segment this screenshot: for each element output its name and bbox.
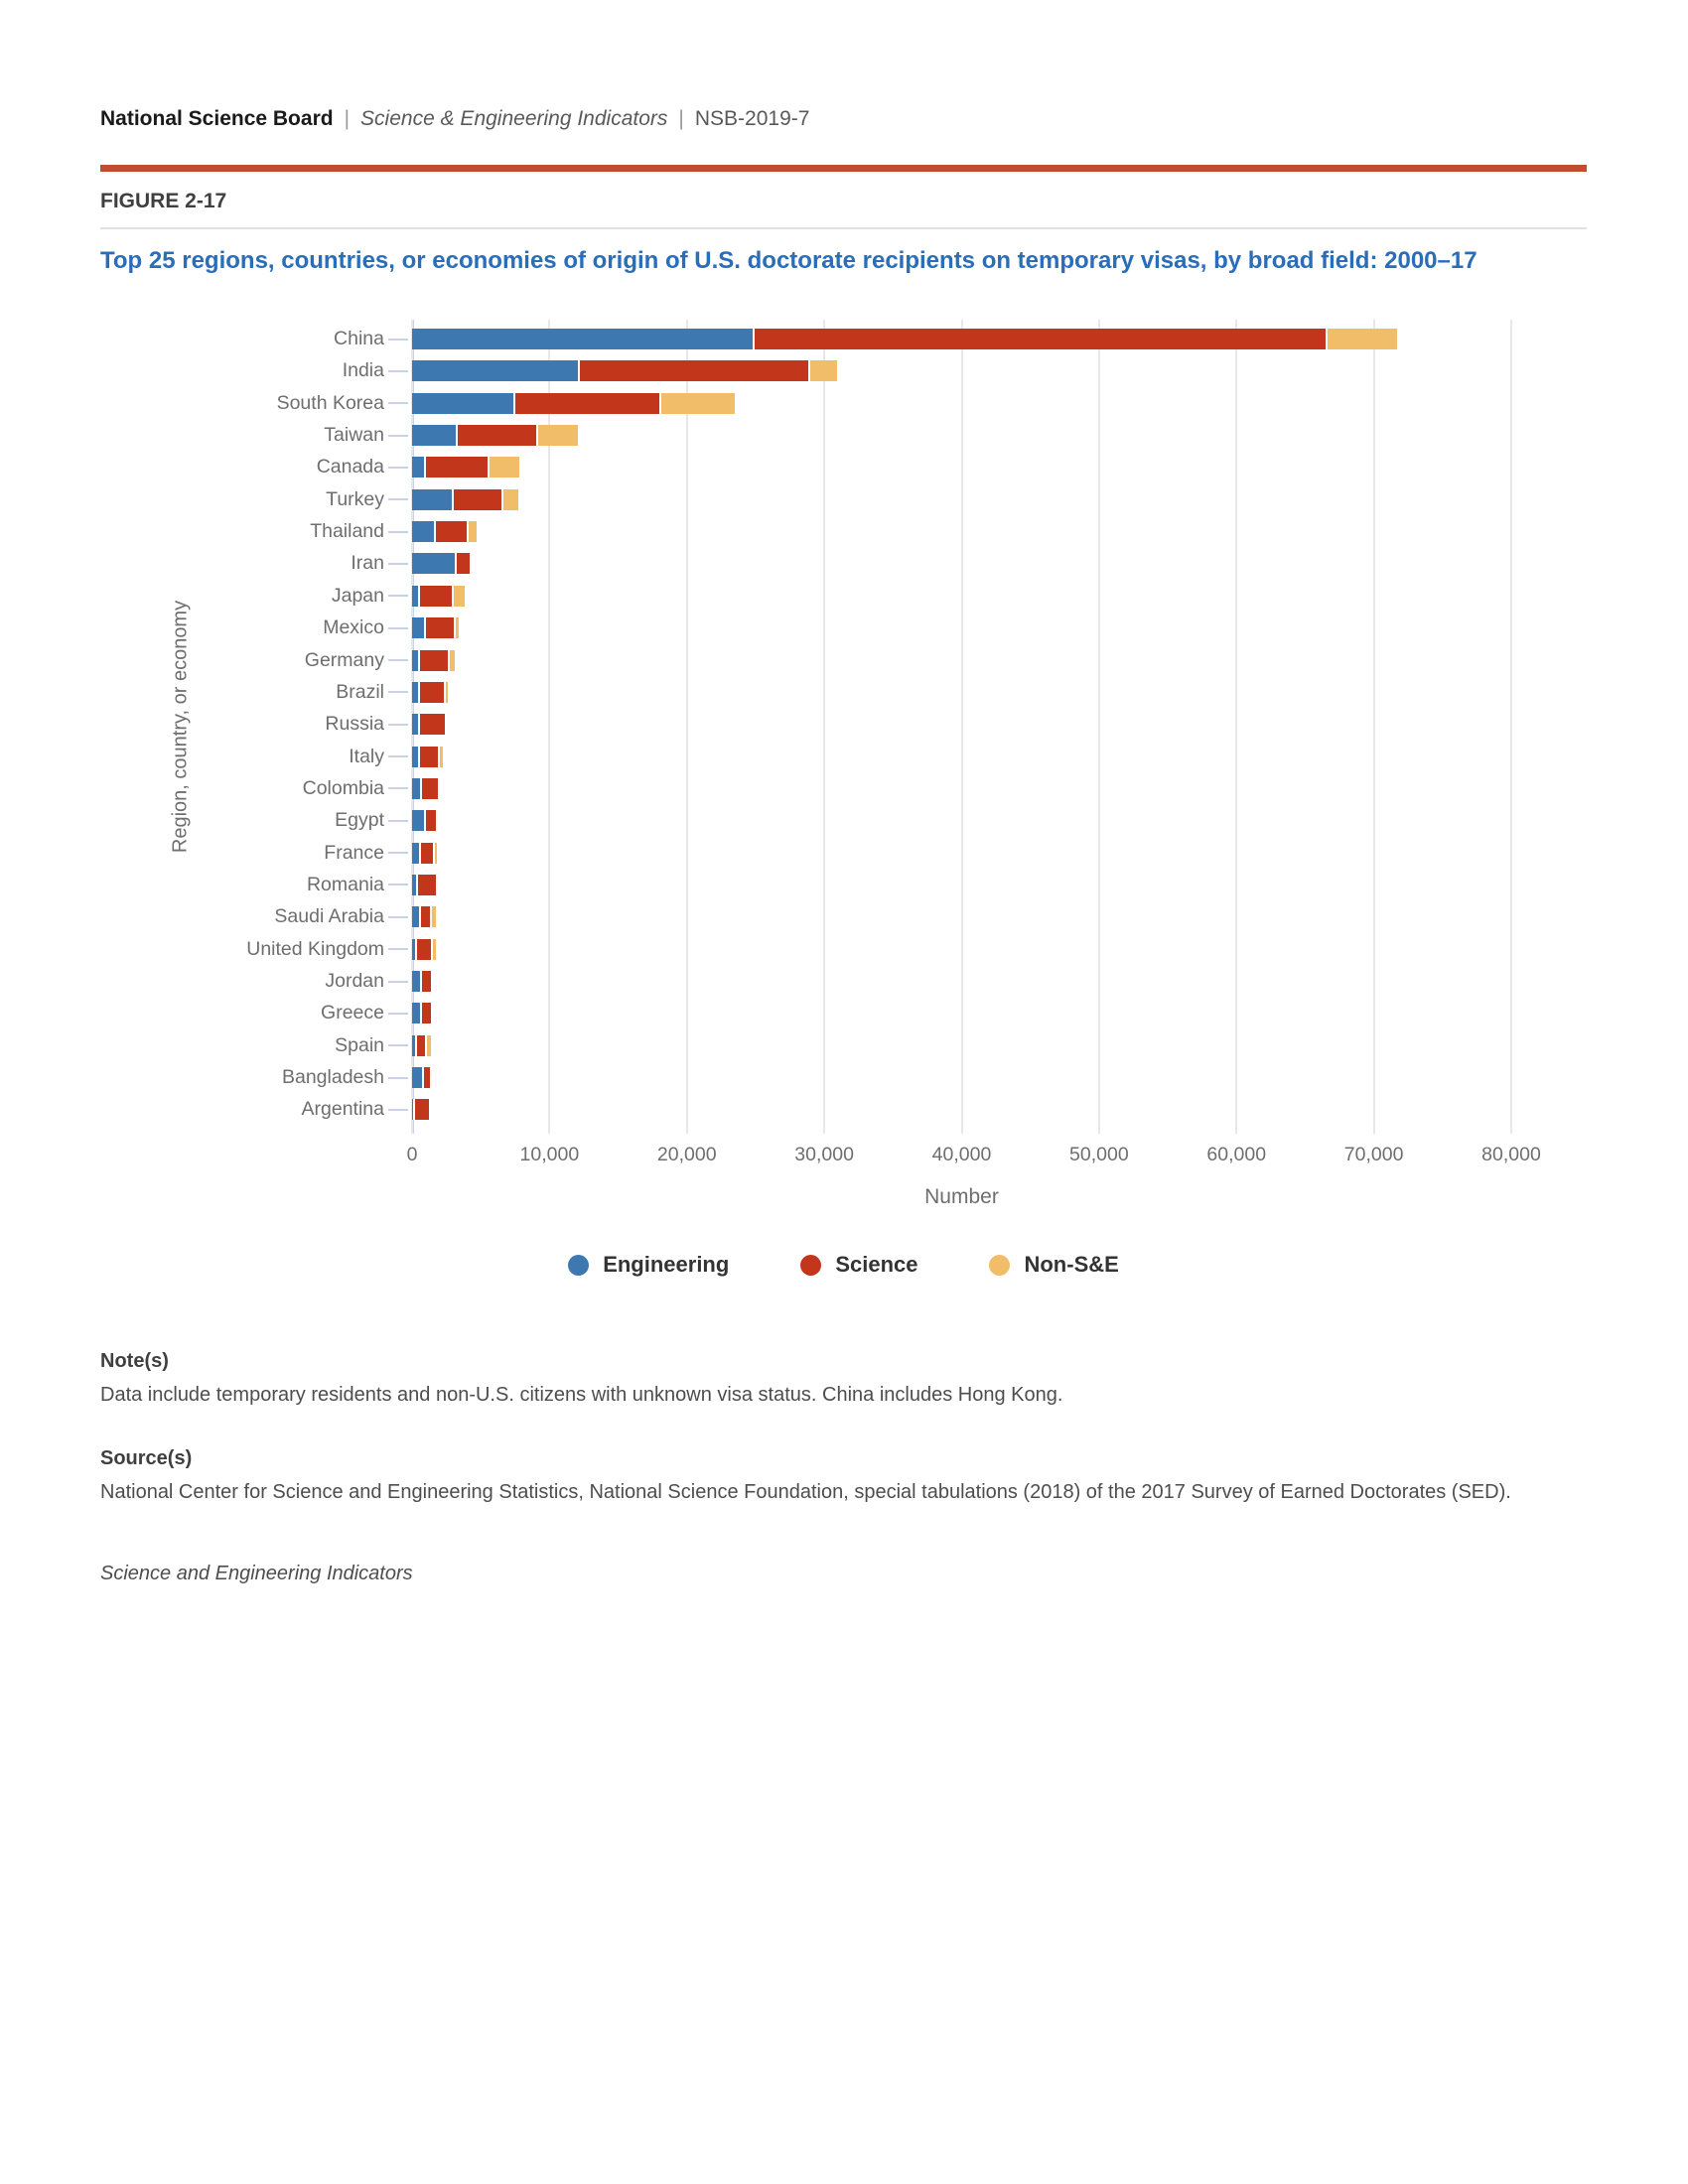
non-s-e-bar-segment bbox=[659, 393, 735, 414]
chart-row bbox=[100, 1029, 1589, 1062]
science-bar-segment bbox=[420, 1003, 431, 1024]
science-bar-segment bbox=[418, 747, 438, 767]
stacked-bar bbox=[412, 682, 448, 703]
header-separator: | bbox=[678, 107, 684, 130]
country-label: Iran bbox=[351, 552, 384, 575]
science-bar-segment bbox=[418, 682, 444, 703]
chart-row bbox=[100, 419, 1589, 452]
figure-label: FIGURE 2-17 bbox=[100, 190, 227, 212]
chart-row bbox=[100, 1093, 1589, 1126]
sources-publication: Science and Engineering Indicators bbox=[100, 1563, 413, 1584]
stacked-bar bbox=[412, 939, 436, 960]
tick-dash bbox=[388, 916, 408, 918]
country-label: Bangladesh bbox=[281, 1066, 384, 1089]
chart-row bbox=[100, 804, 1589, 837]
legend-item bbox=[568, 1252, 729, 1278]
stacked-bar bbox=[412, 586, 465, 607]
stacked-bar bbox=[412, 778, 440, 799]
science-bar-segment bbox=[419, 906, 430, 927]
science-legend-dot bbox=[800, 1255, 821, 1276]
science-bar-segment bbox=[424, 457, 488, 478]
engineering-bar-segment bbox=[412, 457, 424, 478]
chart-row bbox=[100, 323, 1589, 355]
x-axis-title: Number bbox=[924, 1185, 999, 1208]
non-s-e-bar-segment bbox=[467, 521, 477, 542]
x-tick-label: 20,000 bbox=[656, 1144, 717, 1165]
chart-row bbox=[100, 965, 1589, 998]
country-label: Turkey bbox=[326, 487, 384, 510]
tick-dash bbox=[388, 1013, 408, 1015]
tick-dash bbox=[388, 981, 408, 983]
tick-dash bbox=[388, 948, 408, 950]
stacked-bar bbox=[412, 521, 477, 542]
chart-row bbox=[100, 708, 1589, 741]
country-label: Russia bbox=[325, 713, 384, 736]
engineering-bar-segment bbox=[412, 489, 452, 510]
chart-row bbox=[100, 1061, 1589, 1094]
engineering-bar-segment bbox=[412, 425, 456, 446]
engineering-bar-segment bbox=[412, 1003, 420, 1024]
non-s-e-bar-segment bbox=[444, 682, 448, 703]
stacked-bar bbox=[412, 425, 578, 446]
engineering-bar-segment bbox=[412, 360, 578, 381]
notes-heading: Note(s) bbox=[100, 1350, 169, 1372]
country-label: Jordan bbox=[325, 970, 384, 992]
non-s-e-bar-segment bbox=[536, 425, 578, 446]
stacked-bar bbox=[412, 971, 431, 992]
country-label: Brazil bbox=[336, 680, 384, 703]
country-label: Taiwan bbox=[324, 424, 384, 447]
publication-title: Science & Engineering Indicators bbox=[360, 107, 668, 130]
legend-label: Engineering bbox=[603, 1252, 730, 1277]
tick-dash bbox=[388, 755, 408, 757]
tick-dash bbox=[388, 724, 408, 726]
tick-dash bbox=[388, 531, 408, 533]
engineering-bar-segment bbox=[412, 778, 420, 799]
non-s-e-bar-segment bbox=[425, 1035, 431, 1056]
notes-text: Data include temporary residents and non-U.S. citizens with unknown visa status. China includes Hong Kong. bbox=[100, 1384, 1063, 1406]
country-label: Germany bbox=[304, 648, 384, 671]
non-s-e-bar-segment bbox=[454, 617, 459, 638]
legend-label: Non-S&E bbox=[1024, 1252, 1119, 1277]
legend-item bbox=[800, 1252, 917, 1278]
tick-dash bbox=[388, 435, 408, 437]
tick-dash bbox=[388, 884, 408, 886]
science-bar-segment bbox=[416, 875, 436, 895]
engineering-bar-segment bbox=[412, 393, 513, 414]
engineering-bar-segment bbox=[412, 617, 424, 638]
chart-row bbox=[100, 451, 1589, 483]
chart-row bbox=[100, 997, 1589, 1029]
stacked-bar bbox=[412, 457, 519, 478]
tick-dash bbox=[388, 467, 408, 469]
x-tick-label: 30,000 bbox=[794, 1144, 854, 1165]
legend-label: Science bbox=[835, 1252, 918, 1277]
stacked-bar bbox=[412, 875, 438, 895]
stacked-bar bbox=[412, 1067, 430, 1088]
engineering-bar-segment bbox=[412, 810, 424, 831]
country-label: China bbox=[334, 328, 384, 349]
x-tick-label: 70,000 bbox=[1343, 1144, 1404, 1165]
stacked-bar bbox=[412, 489, 518, 510]
stacked-bar bbox=[412, 329, 1397, 349]
country-label: South Korea bbox=[276, 391, 384, 414]
stacked-bar bbox=[412, 1003, 431, 1024]
country-label: Colombia bbox=[302, 776, 384, 799]
non-s-e-bar-segment bbox=[448, 650, 455, 671]
red-rule bbox=[100, 165, 1587, 172]
chart-row bbox=[100, 676, 1589, 709]
stacked-bar bbox=[412, 843, 437, 864]
science-bar-segment bbox=[456, 425, 536, 446]
non-s-e-bar-segment bbox=[808, 360, 837, 381]
stacked-bar bbox=[412, 360, 837, 381]
stacked-bar bbox=[412, 650, 455, 671]
chart-title: Top 25 regions, countries, or economies of origin of U.S. doctorate recipients on temporary visas, by broad field: 2000–17 bbox=[100, 247, 1477, 274]
engineering-legend-dot bbox=[568, 1255, 589, 1276]
country-label: India bbox=[342, 359, 384, 382]
non-s-e-bar-segment bbox=[431, 939, 436, 960]
chart-row bbox=[100, 837, 1589, 870]
chart-row bbox=[100, 354, 1589, 387]
sources-text: National Center for Science and Engineering Statistics, National Science Foundation, special tabulations (2018) of the 2017 Survey of Earned Doctorates (SED). bbox=[100, 1481, 1511, 1503]
tick-dash bbox=[388, 370, 408, 372]
non-s-e-bar-segment bbox=[501, 489, 518, 510]
chart-row bbox=[100, 612, 1589, 644]
tick-dash bbox=[388, 852, 408, 854]
stacked-bar bbox=[412, 553, 472, 574]
science-bar-segment bbox=[420, 778, 438, 799]
tick-dash bbox=[388, 820, 408, 822]
science-bar-segment bbox=[424, 617, 454, 638]
engineering-bar-segment bbox=[412, 553, 455, 574]
figure-divider bbox=[100, 227, 1587, 229]
engineering-bar-segment bbox=[412, 906, 419, 927]
science-bar-segment bbox=[418, 650, 448, 671]
non-s-e-bar-segment bbox=[470, 553, 472, 574]
chart-row bbox=[100, 387, 1589, 420]
country-label: Egypt bbox=[335, 809, 384, 832]
science-bar-segment bbox=[424, 810, 436, 831]
engineering-bar-segment bbox=[412, 843, 419, 864]
x-axis bbox=[406, 1144, 1541, 1169]
x-tick-label: 60,000 bbox=[1206, 1144, 1267, 1165]
country-label: Argentina bbox=[301, 1098, 384, 1121]
non-s-e-legend-dot bbox=[989, 1255, 1010, 1276]
science-bar-segment bbox=[455, 553, 470, 574]
science-bar-segment bbox=[418, 586, 452, 607]
chart-row bbox=[100, 644, 1589, 677]
tick-dash bbox=[388, 1109, 408, 1111]
country-label: Canada bbox=[316, 456, 384, 478]
non-s-e-bar-segment bbox=[445, 714, 447, 735]
chart bbox=[100, 320, 1589, 1134]
x-tick-label: 10,000 bbox=[519, 1144, 580, 1165]
report-id: NSB-2019-7 bbox=[694, 107, 810, 130]
engineering-bar-segment bbox=[412, 971, 420, 992]
country-label: Greece bbox=[321, 1002, 384, 1024]
chart-row bbox=[100, 580, 1589, 613]
header-separator: | bbox=[344, 107, 351, 130]
non-s-e-bar-segment bbox=[430, 906, 436, 927]
x-tick-label: 0 bbox=[406, 1144, 418, 1165]
chart-row bbox=[100, 933, 1589, 966]
country-label: Spain bbox=[335, 1033, 384, 1056]
tick-dash bbox=[388, 339, 408, 341]
stacked-bar bbox=[412, 747, 443, 767]
non-s-e-bar-segment bbox=[436, 810, 438, 831]
science-bar-segment bbox=[434, 521, 467, 542]
tick-dash bbox=[388, 659, 408, 661]
brand-text: National Science Board bbox=[100, 107, 334, 130]
engineering-bar-segment bbox=[412, 521, 434, 542]
non-s-e-bar-segment bbox=[433, 843, 437, 864]
science-bar-segment bbox=[418, 714, 445, 735]
chart-row bbox=[100, 900, 1589, 933]
non-s-e-bar-segment bbox=[438, 778, 440, 799]
science-bar-segment bbox=[513, 393, 659, 414]
stacked-bar bbox=[412, 810, 438, 831]
science-bar-segment bbox=[419, 843, 433, 864]
tick-dash bbox=[388, 498, 408, 500]
stacked-bar bbox=[412, 1099, 431, 1120]
science-bar-segment bbox=[753, 329, 1326, 349]
chart-row bbox=[100, 869, 1589, 901]
tick-dash bbox=[388, 402, 408, 404]
chart-row bbox=[100, 772, 1589, 805]
science-bar-segment bbox=[420, 971, 431, 992]
tick-dash bbox=[388, 691, 408, 693]
country-label: Japan bbox=[331, 584, 384, 607]
tick-dash bbox=[388, 595, 408, 597]
science-bar-segment bbox=[415, 1035, 425, 1056]
legend bbox=[100, 1243, 1587, 1287]
country-label: Mexico bbox=[323, 616, 384, 639]
y-axis-title: Region, country, or economy bbox=[169, 600, 192, 854]
country-label: Romania bbox=[306, 873, 384, 895]
chart-row bbox=[100, 547, 1589, 580]
stacked-bar bbox=[412, 617, 459, 638]
tick-dash bbox=[388, 1044, 408, 1046]
tick-dash bbox=[388, 1077, 408, 1079]
stacked-bar bbox=[412, 714, 447, 735]
non-s-e-bar-segment bbox=[452, 586, 465, 607]
x-tick-label: 50,000 bbox=[1069, 1144, 1129, 1165]
sources-heading: Source(s) bbox=[100, 1447, 193, 1469]
country-label: France bbox=[324, 841, 384, 864]
tick-dash bbox=[388, 787, 408, 789]
stacked-bar bbox=[412, 393, 735, 414]
engineering-bar-segment bbox=[412, 1067, 422, 1088]
science-bar-segment bbox=[452, 489, 501, 510]
country-label: United Kingdom bbox=[246, 937, 384, 960]
stacked-bar bbox=[412, 1035, 431, 1056]
science-bar-segment bbox=[413, 1099, 429, 1120]
chart-row bbox=[100, 483, 1589, 516]
country-label: Italy bbox=[349, 745, 384, 767]
science-bar-segment bbox=[415, 939, 431, 960]
science-bar-segment bbox=[422, 1067, 430, 1088]
non-s-e-bar-segment bbox=[488, 457, 519, 478]
chart-row bbox=[100, 741, 1589, 773]
non-s-e-bar-segment bbox=[438, 747, 443, 767]
document-header bbox=[100, 107, 809, 131]
engineering-bar-segment bbox=[412, 329, 753, 349]
chart-row bbox=[100, 515, 1589, 548]
stacked-bar bbox=[412, 906, 436, 927]
country-label: Thailand bbox=[310, 520, 384, 543]
country-label: Saudi Arabia bbox=[274, 905, 384, 928]
x-tick-label: 40,000 bbox=[931, 1144, 992, 1165]
science-bar-segment bbox=[578, 360, 808, 381]
non-s-e-bar-segment bbox=[429, 1099, 431, 1120]
tick-dash bbox=[388, 563, 408, 565]
tick-dash bbox=[388, 627, 408, 629]
legend-item bbox=[989, 1252, 1118, 1278]
non-s-e-bar-segment bbox=[1326, 329, 1397, 349]
x-tick-label: 80,000 bbox=[1481, 1144, 1541, 1165]
non-s-e-bar-segment bbox=[436, 875, 438, 895]
